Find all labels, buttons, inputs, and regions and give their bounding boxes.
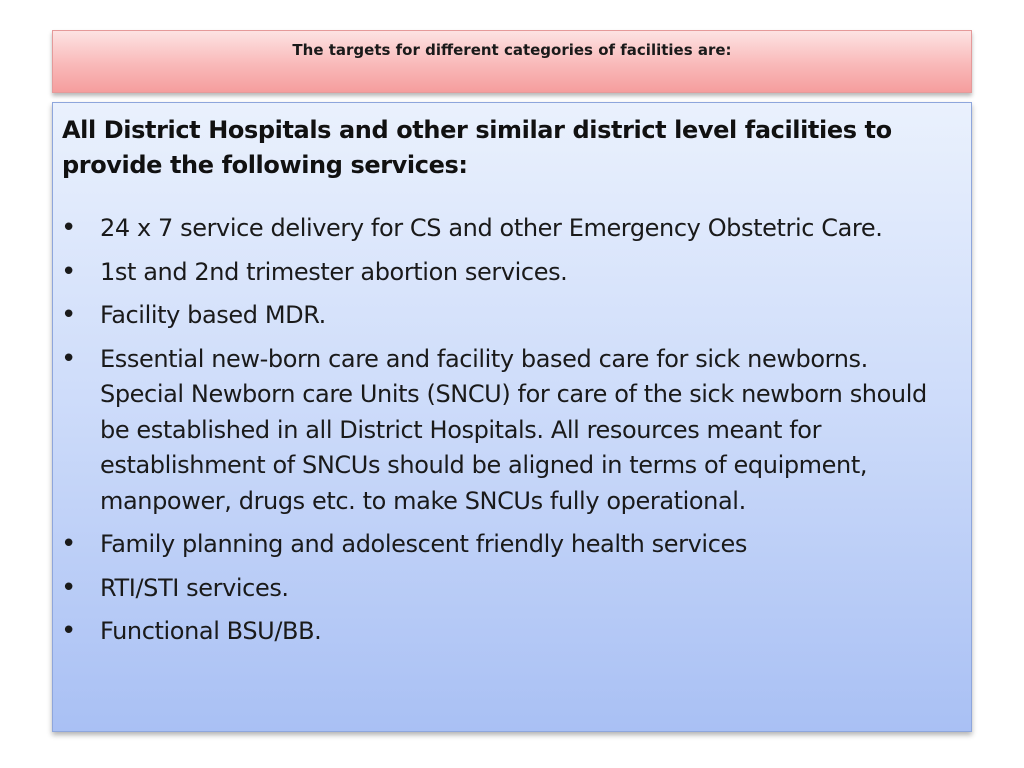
title-box [52, 30, 972, 93]
bullet-icon: • [61, 213, 76, 243]
services-list [53, 211, 953, 658]
list-item-text: Essential new-born care and facility based care for sick newborns. Special Newborn care Units (SNCU) for care of the sick newborn should be established in all District Hospitals. All resources meant for establishment of SNCUs should be aligned in terms of equipment, manpower, drugs etc. to make SNCUs fully operational. [100, 344, 927, 515]
list-item-text: RTI/STI services. [100, 573, 289, 602]
list-item-text: 24 x 7 service delivery for CS and other Emergency Obstetric Care. [100, 214, 883, 242]
list-item [53, 571, 953, 607]
list-item-text: Family planning and adolescent friendly health services [100, 530, 747, 558]
bullet-icon: • [61, 256, 76, 287]
bullet-icon: • [61, 572, 76, 603]
bullet-icon: • [61, 300, 76, 330]
list-item [53, 527, 953, 563]
bullet-icon: • [61, 529, 76, 559]
list-item [53, 614, 953, 650]
list-item [53, 342, 953, 520]
bullet-icon: • [61, 616, 76, 646]
list-item-text: Functional BSU/BB. [100, 617, 322, 645]
list-item-text: 1st and 2nd trimester abortion services. [100, 257, 568, 286]
list-item [53, 255, 953, 291]
content-box [52, 102, 972, 732]
list-item-text: Facility based MDR. [100, 301, 326, 329]
slide-title: The targets for different categories of facilities are: [292, 41, 732, 59]
list-item [53, 298, 953, 334]
list-item [53, 211, 953, 247]
bullet-icon: • [61, 343, 76, 374]
intro-heading: All District Hospitals and other similar district level facilities to provide the following services: [62, 116, 892, 179]
